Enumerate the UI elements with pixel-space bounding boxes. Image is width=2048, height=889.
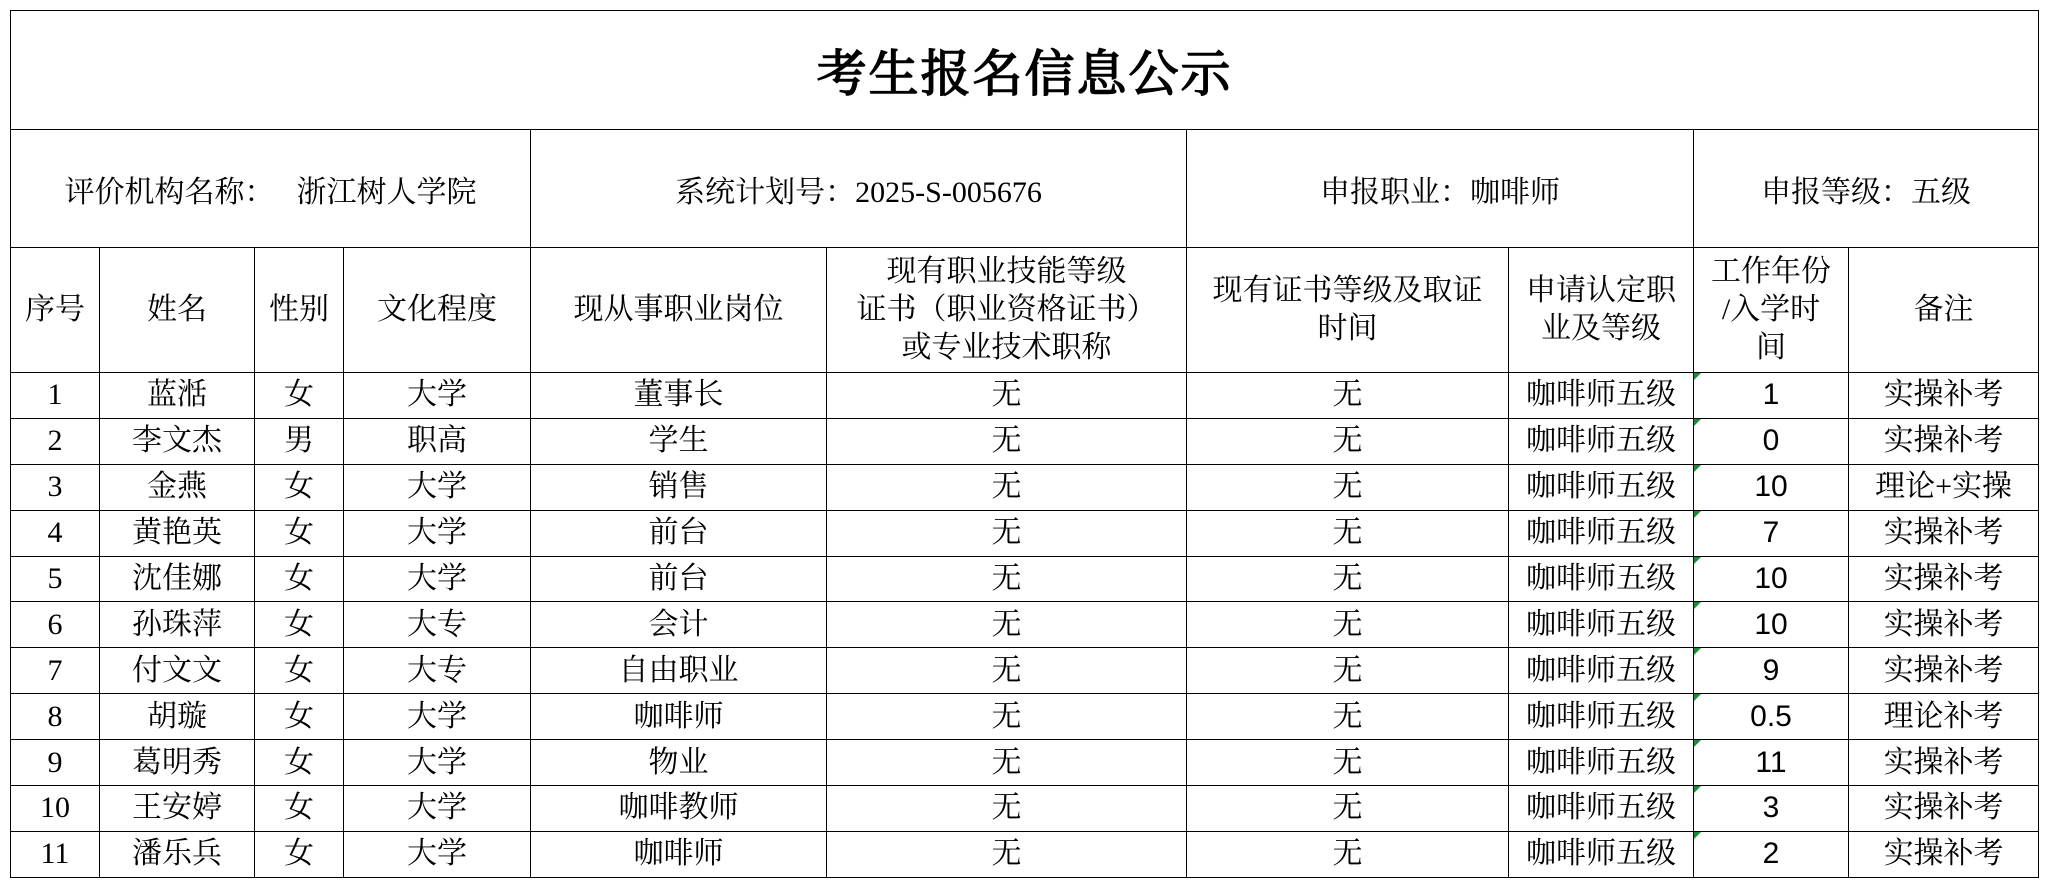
skill-cert-cell: 无	[827, 373, 1187, 419]
header-skill-cert-line: 现有职业技能等级	[886, 255, 1127, 288]
position-cell: 销售	[531, 464, 827, 510]
apply-level-cell: 咖啡师五级	[1509, 648, 1694, 694]
header-position: 现从事职业岗位	[531, 248, 827, 373]
header-name: 姓名	[100, 248, 255, 373]
header-work-years-line: 间	[1756, 331, 1786, 364]
name-cell: 潘乐兵	[100, 831, 255, 877]
gender-cell: 男	[255, 418, 344, 464]
header-seq: 序号	[11, 248, 100, 373]
education-cell: 大学	[344, 831, 531, 877]
cert-time-cell: 无	[1187, 373, 1509, 419]
cert-time-cell: 无	[1187, 602, 1509, 648]
cert-time-cell: 无	[1187, 418, 1509, 464]
cert-time-cell: 无	[1187, 510, 1509, 556]
education-cell: 大学	[344, 510, 531, 556]
table-row	[11, 556, 2039, 602]
name-cell: 葛明秀	[100, 740, 255, 786]
header-cert-time-line: 时间	[1317, 312, 1378, 345]
apply-level-cell: 咖啡师五级	[1509, 786, 1694, 832]
table-row	[11, 786, 2039, 832]
education-cell: 大学	[344, 464, 531, 510]
gender-cell: 女	[255, 786, 344, 832]
education-cell: 大学	[344, 694, 531, 740]
education-cell: 大学	[344, 740, 531, 786]
seq-cell: 5	[11, 556, 100, 602]
seq-cell: 1	[11, 373, 100, 419]
remark-cell: 实操补考	[1849, 602, 2039, 648]
work-years-cell: 1	[1694, 373, 1849, 419]
remark-cell: 实操补考	[1849, 740, 2039, 786]
table-row	[11, 602, 2039, 648]
work-years-cell: 0.5	[1694, 694, 1849, 740]
table-row	[11, 740, 2039, 786]
position-cell: 物业	[531, 740, 827, 786]
skill-cert-cell: 无	[827, 602, 1187, 648]
name-cell: 沈佳娜	[100, 556, 255, 602]
remark-cell: 理论+实操	[1849, 464, 2039, 510]
remark-cell: 实操补考	[1849, 373, 2039, 419]
remark-cell: 实操补考	[1849, 831, 2039, 877]
seq-cell: 3	[11, 464, 100, 510]
skill-cert-cell: 无	[827, 831, 1187, 877]
gender-cell: 女	[255, 694, 344, 740]
table-row	[11, 373, 2039, 419]
cert-time-cell: 无	[1187, 556, 1509, 602]
name-cell: 孙珠萍	[100, 602, 255, 648]
header-cert-time-line: 现有证书等级及取证	[1212, 274, 1483, 307]
header-education: 文化程度	[344, 248, 531, 373]
work-years-cell: 10	[1694, 556, 1849, 602]
remark-cell: 实操补考	[1849, 648, 2039, 694]
apply-level-cell: 咖啡师五级	[1509, 831, 1694, 877]
header-work-years-line: 工作年份	[1711, 255, 1831, 288]
apply-level-cell: 咖啡师五级	[1509, 694, 1694, 740]
table-row	[11, 510, 2039, 556]
skill-cert-cell: 无	[827, 694, 1187, 740]
education-cell: 大学	[344, 556, 531, 602]
gender-cell: 女	[255, 648, 344, 694]
name-cell: 胡璇	[100, 694, 255, 740]
remark-cell: 理论补考	[1849, 694, 2039, 740]
position-cell: 前台	[531, 510, 827, 556]
remark-cell: 实操补考	[1849, 510, 2039, 556]
header-remark: 备注	[1849, 248, 2039, 373]
apply-level-cell: 咖啡师五级	[1509, 740, 1694, 786]
seq-cell: 7	[11, 648, 100, 694]
seq-cell: 11	[11, 831, 100, 877]
header-apply-level-line: 业及等级	[1541, 312, 1661, 345]
apply-level-cell: 咖啡师五级	[1509, 510, 1694, 556]
position-cell: 咖啡师	[531, 694, 827, 740]
header-work-years-line: /入学时	[1721, 293, 1821, 326]
name-cell: 王安婷	[100, 786, 255, 832]
gender-cell: 女	[255, 510, 344, 556]
position-cell: 董事长	[531, 373, 827, 419]
skill-cert-cell: 无	[827, 464, 1187, 510]
table-row	[11, 464, 2039, 510]
skill-cert-cell: 无	[827, 510, 1187, 556]
cert-time-cell: 无	[1187, 694, 1509, 740]
education-cell: 大学	[344, 373, 531, 419]
seq-cell: 6	[11, 602, 100, 648]
name-cell: 金燕	[100, 464, 255, 510]
name-cell: 蓝湉	[100, 373, 255, 419]
table-row	[11, 694, 2039, 740]
table-row	[11, 418, 2039, 464]
org-name-cell	[11, 130, 531, 248]
work-years-cell: 9	[1694, 648, 1849, 694]
seq-cell: 10	[11, 786, 100, 832]
gender-cell: 女	[255, 740, 344, 786]
position-cell: 前台	[531, 556, 827, 602]
apply-level-cell: 咖啡师五级	[1509, 373, 1694, 419]
education-cell: 大专	[344, 648, 531, 694]
education-cell: 大专	[344, 602, 531, 648]
header-cert-time	[1187, 248, 1509, 373]
table-row	[11, 831, 2039, 877]
header-apply-level	[1509, 248, 1694, 373]
remark-cell: 实操补考	[1849, 786, 2039, 832]
header-work-years	[1694, 248, 1849, 373]
page-title: 考生报名信息公示	[11, 11, 2039, 130]
header-skill-cert	[827, 248, 1187, 373]
plan-number: 系统计划号：2025-S-005676	[531, 130, 1187, 248]
position-cell: 咖啡教师	[531, 786, 827, 832]
position-cell: 咖啡师	[531, 831, 827, 877]
gender-cell: 女	[255, 831, 344, 877]
skill-cert-cell: 无	[827, 418, 1187, 464]
declared-level: 申报等级：五级	[1694, 130, 2039, 248]
table-row	[11, 648, 2039, 694]
header-apply-level-line: 申请认定职	[1526, 274, 1676, 307]
skill-cert-cell: 无	[827, 740, 1187, 786]
position-cell: 学生	[531, 418, 827, 464]
skill-cert-cell: 无	[827, 556, 1187, 602]
header-skill-cert-line: 或专业技术职称	[901, 331, 1112, 364]
name-cell: 付文文	[100, 648, 255, 694]
cert-time-cell: 无	[1187, 464, 1509, 510]
remark-cell: 实操补考	[1849, 556, 2039, 602]
apply-level-cell: 咖啡师五级	[1509, 418, 1694, 464]
declared-occupation: 申报职业：咖啡师	[1187, 130, 1694, 248]
cert-time-cell: 无	[1187, 831, 1509, 877]
gender-cell: 女	[255, 464, 344, 510]
cert-time-cell: 无	[1187, 740, 1509, 786]
header-gender: 性别	[255, 248, 344, 373]
work-years-cell: 3	[1694, 786, 1849, 832]
gender-cell: 女	[255, 373, 344, 419]
cert-time-cell: 无	[1187, 648, 1509, 694]
seq-cell: 2	[11, 418, 100, 464]
registration-table	[10, 10, 2039, 878]
work-years-cell: 10	[1694, 464, 1849, 510]
work-years-cell: 11	[1694, 740, 1849, 786]
education-cell: 大学	[344, 786, 531, 832]
seq-cell: 4	[11, 510, 100, 556]
gender-cell: 女	[255, 602, 344, 648]
skill-cert-cell: 无	[827, 648, 1187, 694]
seq-cell: 9	[11, 740, 100, 786]
seq-cell: 8	[11, 694, 100, 740]
position-cell: 会计	[531, 602, 827, 648]
position-cell: 自由职业	[531, 648, 827, 694]
apply-level-cell: 咖啡师五级	[1509, 556, 1694, 602]
apply-level-cell: 咖啡师五级	[1509, 464, 1694, 510]
cert-time-cell: 无	[1187, 786, 1509, 832]
header-skill-cert-line: 证书（职业资格证书）	[856, 293, 1157, 326]
work-years-cell: 0	[1694, 418, 1849, 464]
gender-cell: 女	[255, 556, 344, 602]
org-name-value: 浙江树人学院	[296, 175, 477, 209]
education-cell: 职高	[344, 418, 531, 464]
work-years-cell: 10	[1694, 602, 1849, 648]
work-years-cell: 2	[1694, 831, 1849, 877]
remark-cell: 实操补考	[1849, 418, 2039, 464]
name-cell: 李文杰	[100, 418, 255, 464]
org-name-label: 评价机构名称：	[64, 175, 275, 209]
skill-cert-cell: 无	[827, 786, 1187, 832]
apply-level-cell: 咖啡师五级	[1509, 602, 1694, 648]
work-years-cell: 7	[1694, 510, 1849, 556]
name-cell: 黄艳英	[100, 510, 255, 556]
